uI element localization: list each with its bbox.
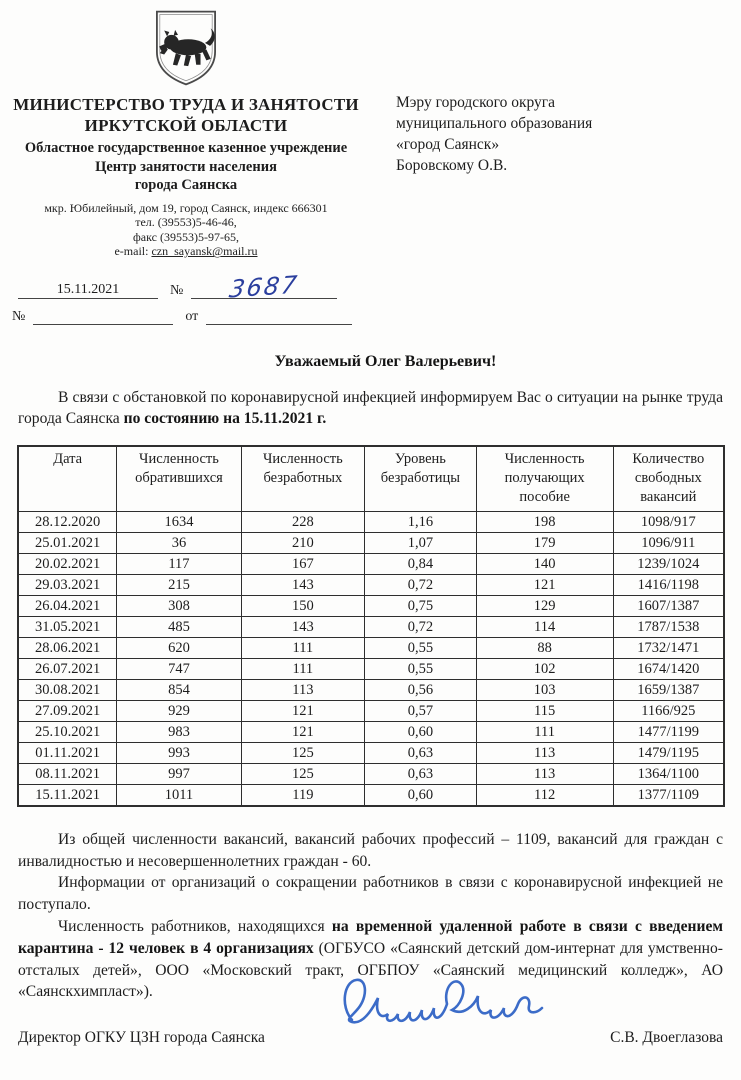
greeting: Уважаемый Олег Валерьевич!	[274, 352, 497, 370]
cell-vacancies: 1787/1538	[613, 616, 724, 637]
signer-position: Директор ОГКУ ЦЗН города Саянска	[18, 1029, 265, 1047]
cell-vacancies: 1098/917	[613, 511, 724, 532]
table-header-cell: Уровень безработицы	[365, 446, 477, 512]
cell-benefit-recipients: 129	[476, 595, 613, 616]
table-row	[18, 721, 724, 742]
org-fax: факс (39553)5-97-65,	[133, 229, 239, 244]
org-address: мкр. Юбилейный, дом 19, город Саянск, индекс 666301	[44, 200, 328, 215]
table-row	[18, 637, 724, 658]
cell-date: 01.11.2021	[18, 742, 117, 763]
cell-unemployment-rate: 0,63	[365, 742, 477, 763]
email-link: czn_sayansk@mail.ru	[151, 244, 258, 259]
cell-applicants: 997	[117, 763, 241, 784]
cell-unemployment-rate: 1,07	[365, 532, 477, 553]
cell-unemployment-rate: 0,57	[365, 700, 477, 721]
org-type: Областное государственное казенное учреждение	[24, 140, 348, 156]
cell-unemployed: 119	[241, 784, 365, 806]
cell-applicants: 117	[117, 553, 241, 574]
incoming-ref-row	[12, 299, 358, 325]
cell-date: 25.10.2021	[18, 721, 117, 742]
cell-unemployment-rate: 0,55	[365, 637, 477, 658]
cell-vacancies: 1477/1199	[613, 721, 724, 742]
cell-unemployment-rate: 0,75	[365, 595, 477, 616]
cell-benefit-recipients: 121	[476, 574, 613, 595]
cell-applicants: 36	[117, 532, 241, 553]
cell-date: 15.11.2021	[18, 784, 117, 806]
contact-block	[0, 201, 372, 259]
outgoing-ref-row	[18, 270, 358, 304]
cell-applicants: 1011	[117, 784, 241, 806]
cell-benefit-recipients: 140	[476, 553, 613, 574]
cell-vacancies: 1166/925	[613, 700, 724, 721]
cell-unemployment-rate: 0,55	[365, 658, 477, 679]
cell-applicants: 215	[117, 574, 241, 595]
cell-benefit-recipients: 113	[476, 763, 613, 784]
cell-unemployment-rate: 0,72	[365, 616, 477, 637]
remote-bold-text: на временной удаленной работе в связи с введением карантина - 12 человек в 4 организациях	[18, 918, 723, 957]
ministry-name-line1: МИНИСТЕРСТВО ТРУДА И ЗАНЯТОСТИ	[13, 95, 359, 114]
cell-unemployed: 121	[241, 721, 365, 742]
cell-benefit-recipients: 115	[476, 700, 613, 721]
cell-unemployed: 150	[241, 595, 365, 616]
statistics-table-wrap	[17, 445, 725, 807]
cell-applicants: 747	[117, 658, 241, 679]
cell-date: 31.05.2021	[18, 616, 117, 637]
incoming-number-sign: №	[12, 308, 26, 324]
table-body	[18, 511, 724, 806]
table-row	[18, 511, 724, 532]
table-header-cell: Численность получающих пособие	[476, 446, 613, 512]
table-row	[18, 784, 724, 806]
number-sign: №	[170, 282, 184, 298]
cell-vacancies: 1096/911	[613, 532, 724, 553]
org-email-line	[0, 244, 372, 259]
cell-applicants: 485	[117, 616, 241, 637]
letterhead-org-block	[0, 8, 372, 259]
cell-unemployed: 210	[241, 532, 365, 553]
incoming-number-field	[33, 324, 173, 325]
cell-unemployment-rate: 0,56	[365, 679, 477, 700]
cell-benefit-recipients: 198	[476, 511, 613, 532]
cell-vacancies: 1659/1387	[613, 679, 724, 700]
cell-benefit-recipients: 113	[476, 742, 613, 763]
table-header-cell: Количество свободных вакансий	[613, 446, 724, 512]
cell-date: 29.03.2021	[18, 574, 117, 595]
cell-applicants: 854	[117, 679, 241, 700]
table-header-cell: Численность безработных	[241, 446, 365, 512]
cell-unemployment-rate: 0,72	[365, 574, 477, 595]
table-row	[18, 553, 724, 574]
cell-vacancies: 1607/1387	[613, 595, 724, 616]
cell-date: 20.02.2021	[18, 553, 117, 574]
cell-vacancies: 1364/1100	[613, 763, 724, 784]
recipient-block	[372, 8, 741, 259]
cell-unemployment-rate: 1,16	[365, 511, 477, 532]
table-row	[18, 742, 724, 763]
remote-text-2: (ОГБУСО «Саянский детский дом-интернат для умственно-отсталых детей», ООО «Московский тракт, ОГБПОУ «Саянский медицинский колледж», АО «Саянскхимпласт»).	[18, 939, 723, 1001]
ministry-name-line2: ИРКУТСКОЙ ОБЛАСТИ	[84, 116, 288, 135]
cell-date: 28.12.2020	[18, 511, 117, 532]
from-label: от	[185, 308, 199, 324]
recipient-line: муниципального образования	[396, 115, 593, 132]
cell-unemployed: 143	[241, 616, 365, 637]
statistics-table	[17, 445, 725, 807]
cell-unemployment-rate: 0,60	[365, 784, 477, 806]
table-header-cell: Дата	[18, 446, 117, 512]
cell-date: 26.07.2021	[18, 658, 117, 679]
intro-bold-text: по состоянию на 15.11.2021 г.	[123, 409, 327, 427]
cell-benefit-recipients: 179	[476, 532, 613, 553]
cell-unemployment-rate: 0,60	[365, 721, 477, 742]
recipient-line: Боровскому О.В.	[396, 157, 508, 174]
cell-vacancies: 1416/1198	[613, 574, 724, 595]
email-label: e-mail:	[114, 244, 152, 259]
handwritten-number: 3687	[227, 270, 301, 304]
paragraph-vacancies: Из общей численности вакансий, вакансий рабочих профессий – 1109, вакансий для граждан с инвалидностью и несовершеннолетних граждан - 60.	[18, 830, 723, 870]
cell-applicants: 308	[117, 595, 241, 616]
cell-date: 30.08.2021	[18, 679, 117, 700]
table-row	[18, 532, 724, 553]
org-phone: тел. (39553)5-46-46,	[135, 215, 237, 230]
paragraph-no-info: Информации от организаций о сокращении работников в связи с коронавирусной инфекцией не поступало.	[18, 874, 723, 914]
table-row	[18, 700, 724, 721]
cell-benefit-recipients: 114	[476, 616, 613, 637]
cell-vacancies: 1732/1471	[613, 637, 724, 658]
cell-applicants: 983	[117, 721, 241, 742]
recipient-line: «город Саянск»	[396, 136, 500, 153]
table-row	[18, 616, 724, 637]
cell-benefit-recipients: 88	[476, 637, 613, 658]
letter-number-field	[191, 270, 337, 304]
cell-date: 08.11.2021	[18, 763, 117, 784]
cell-applicants: 1634	[117, 511, 241, 532]
reference-lines	[12, 270, 358, 325]
cell-unemployed: 125	[241, 763, 365, 784]
cell-vacancies: 1239/1024	[613, 553, 724, 574]
table-header-row	[18, 446, 724, 512]
table-row	[18, 763, 724, 784]
table-row	[18, 679, 724, 700]
cell-unemployed: 167	[241, 553, 365, 574]
cell-date: 26.04.2021	[18, 595, 117, 616]
cell-unemployed: 111	[241, 637, 365, 658]
letter-date: 15.11.2021	[18, 282, 158, 299]
table-header-cell: Численность обратившихся	[117, 446, 241, 512]
irkutsk-oblast-coat-of-arms-icon	[149, 8, 223, 88]
cell-applicants: 993	[117, 742, 241, 763]
cell-unemployed: 113	[241, 679, 365, 700]
incoming-date-field	[206, 324, 352, 325]
cell-vacancies: 1674/1420	[613, 658, 724, 679]
recipient-line: Мэру городского округа	[396, 94, 556, 111]
letterhead	[0, 0, 741, 259]
cell-date: 25.01.2021	[18, 532, 117, 553]
handwritten-signature-icon	[330, 962, 565, 1047]
cell-unemployed: 111	[241, 658, 365, 679]
cell-benefit-recipients: 102	[476, 658, 613, 679]
cell-benefit-recipients: 103	[476, 679, 613, 700]
cell-unemployment-rate: 0,84	[365, 553, 477, 574]
cell-benefit-recipients: 112	[476, 784, 613, 806]
intro-text: В связи с обстановкой по коронавирусной инфекцией информируем Вас о ситуации на рынке труда города Саянска	[18, 388, 723, 427]
cell-date: 27.09.2021	[18, 700, 117, 721]
cell-applicants: 620	[117, 637, 241, 658]
cell-vacancies: 1479/1195	[613, 742, 724, 763]
intro-paragraph	[18, 387, 723, 429]
table-row	[18, 658, 724, 679]
remote-text-1: Численность работников, находящихся	[58, 918, 332, 936]
table-row	[18, 574, 724, 595]
cell-unemployed: 228	[241, 511, 365, 532]
cell-unemployment-rate: 0,63	[365, 763, 477, 784]
cell-date: 28.06.2021	[18, 637, 117, 658]
cell-vacancies: 1377/1109	[613, 784, 724, 806]
org-name-line1: Центр занятости населения	[95, 158, 277, 175]
table-row	[18, 595, 724, 616]
cell-unemployed: 121	[241, 700, 365, 721]
cell-benefit-recipients: 111	[476, 721, 613, 742]
cell-unemployed: 143	[241, 574, 365, 595]
signer-name: С.В. Двоеглазова	[610, 1029, 723, 1047]
cell-applicants: 929	[117, 700, 241, 721]
org-name-line2: города Саянска	[134, 177, 238, 193]
cell-unemployed: 125	[241, 742, 365, 763]
